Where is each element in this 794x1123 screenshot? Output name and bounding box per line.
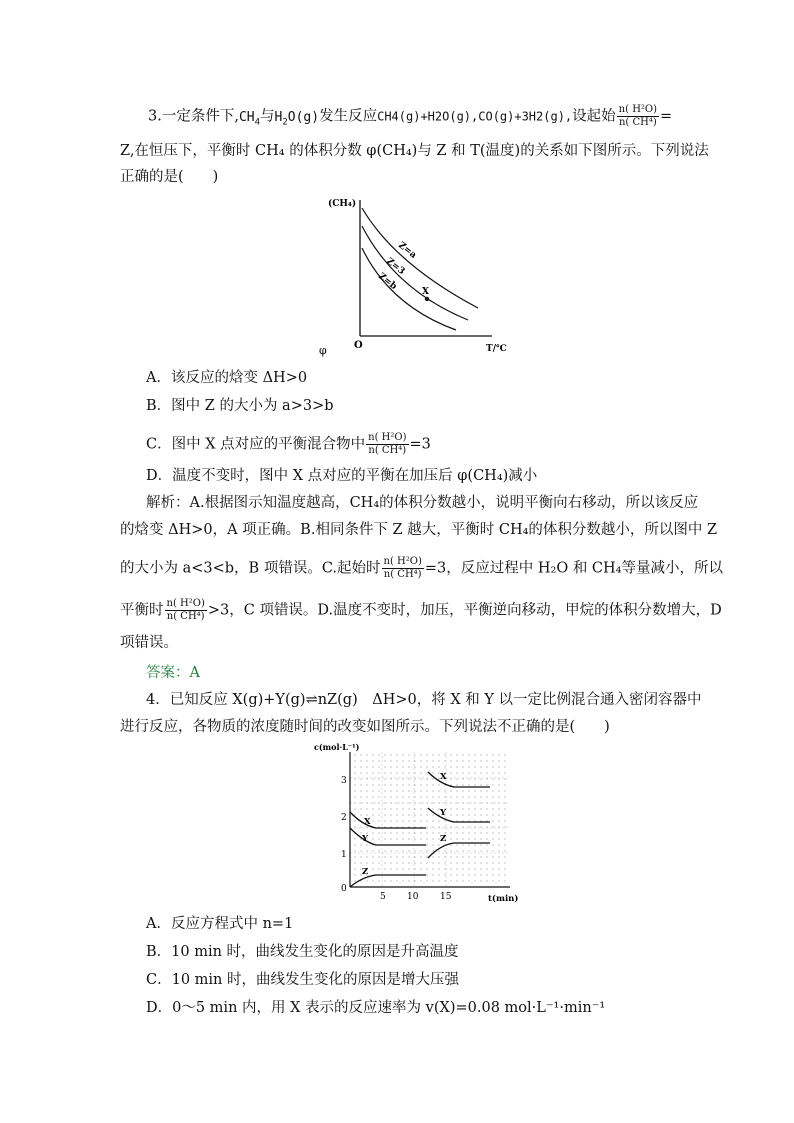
q4-stem-line1: 4．已知反应 X(g)+Y(g)⇌nZ(g) ΔH>0，将 X 和 Y 以一定比例混合通入密闭容器中 [146,692,702,708]
q4-option-c: C．10 min 时，曲线发生变化的原因是增大压强 [146,972,459,988]
q4-y-axis-label: c(mol·L⁻¹) [314,742,360,752]
q4-concentration-graph [312,742,522,907]
q4-label-x-after: X [440,772,447,782]
q4-x-axis-label: t(min) [488,894,519,904]
q3-point-x [425,297,429,301]
q3-graph-y-label: (CH₄) [328,199,357,209]
q4-grid [350,752,510,887]
q4-option-d: D．0～5 min 内，用 X 表示的反应速率为 v(X)=0.08 mol·L⁻¹·min⁻¹ [146,1000,606,1016]
q4-label-x-initial: X [364,817,371,827]
q3-stem-line3: 正确的是( ) [120,169,219,185]
q3-phi-label: φ [319,344,327,357]
q3-option-a: A．该反应的焓变 ΔH>0 [146,370,308,386]
q3-analysis-line1: 解析：A.根据图示知温度越高，CH₄的体积分数越小，说明平衡向右移动，所以该反应 [146,495,699,511]
q3-curve-label-3: Z=3 [384,256,407,277]
q3-analysis-line4: 平衡时 $\frac{\text{n( H²O)}}{\text{n( CH⁴)}}$ >3，C 项错误。D.温度不变时，加压，平衡逆向移动，甲烷的体积分数增大，D [120,598,722,622]
q4-stem-line2: 进行反应，各物质的浓度随时间的改变如图所示。下列说法不正确的是( ) [120,719,610,735]
q3-ratio-fraction: $\frac{\text{n( H²O)}}{\text{n( CH⁴)}}$ [618,104,658,128]
q4-y-tick-0: 0 [341,884,347,894]
q3-x-axis-label: T/℃ [486,344,507,354]
q3-answer: 答案：A [146,665,200,681]
q4-y-tick-2: 2 [341,813,347,823]
q4-option-b: B．10 min 时，曲线发生变化的原因是升高温度 [146,944,459,960]
q4-y-tick-3: 3 [341,776,347,786]
q3-analysis-line2: 的焓变 ΔH>0，A 项正确。B.相同条件下 Z 越大，平衡时 CH₄的体积分数越小，所以图中 Z [120,522,718,538]
q3-origin-label: O [354,340,363,351]
q4-y-tick-1: 1 [341,850,347,860]
q4-option-a: A．反应方程式中 n=1 [146,916,294,932]
q3-analysis-line5: 项错误。 [120,635,178,651]
q3-curve-label-a: Z=a [396,240,419,261]
q3-option-c: C．图中 X 点对应的平衡混合物中 $\frac{\text{n( H²O)}}{\text{n( CH⁴)}}$ =3 [146,432,431,456]
q3-stem-line1: 3.一定条件下$,CH_4$与$H_2O(g)$发生反应CH4(g)+H2O(g),CO(g)+3H2(g),设起始 $\frac{\text{n( H²O)}}{\text{n( CH⁴)}}$ = [148,104,673,128]
q3-stem-line2: Z,在恒压下，平衡时 CH₄ 的体积分数 φ(CH₄)与 Z 和 T(温度)的关系如下图所示。下列说法 [120,143,709,159]
q3-curve-z-3 [362,226,468,320]
q3-analysis-line3: 的大小为 a<3<b，B 项错误。C.起始时 $\frac{\text{n( H²O)}}{\text{n( CH⁴)}}$ =3，反应过程中 H₂O 和 CH₄等量减小，所以 [120,556,723,580]
q4-label-y-initial: Y [362,834,369,844]
q3-phi-temperature-graph [310,192,520,357]
q4-x-tick-5: 5 [380,892,386,902]
q4-label-z-after: Z [440,834,447,844]
q3-option-b: B．图中 Z 的大小为 a>3>b [146,398,334,414]
q3-point-x-label: X [422,287,429,297]
q4-label-y-after: Y [440,808,447,818]
q4-x-tick-10: 10 [407,892,419,902]
q3-curve-z-b [362,248,456,330]
q3-curve-label-b: Z=b [376,271,399,292]
q4-label-z-initial: Z [362,867,369,877]
q3-option-d: D．温度不变时，图中 X 点对应的平衡在加压后 φ(CH₄)减小 [146,468,538,484]
q4-x-tick-15: 15 [440,892,452,902]
